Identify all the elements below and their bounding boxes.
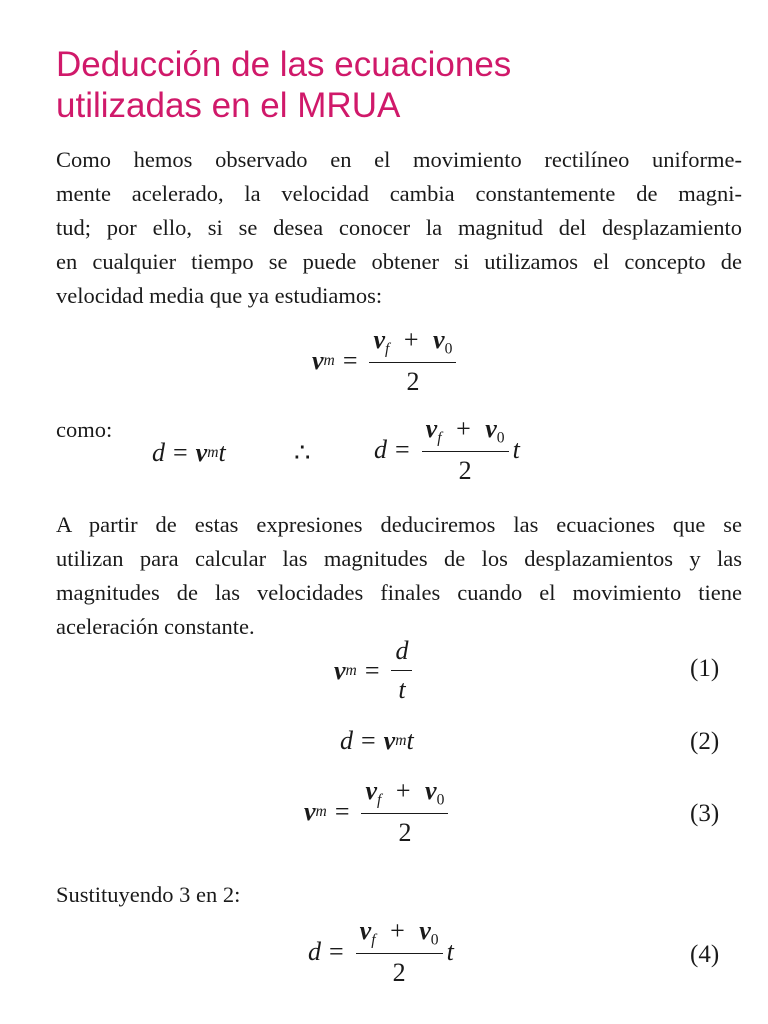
equation-number-2: (2) bbox=[690, 728, 720, 755]
fraction-numerator bbox=[356, 916, 443, 954]
subscript-0: 0 bbox=[444, 340, 453, 358]
equals-sign: = bbox=[361, 726, 376, 755]
fraction bbox=[391, 636, 412, 705]
symbol-t: t bbox=[446, 937, 454, 967]
intro-line-1: Como hemos observado en el movimiento rectilíneo uniforme- bbox=[56, 147, 742, 172]
substitution-text bbox=[56, 878, 742, 912]
equals-sign: = bbox=[342, 346, 358, 376]
equation-2 bbox=[340, 726, 414, 756]
fraction-numerator bbox=[422, 414, 509, 452]
fraction-denominator: t bbox=[398, 675, 406, 704]
para2-line-4: aceleración constante. bbox=[56, 614, 255, 639]
symbol-d: d bbox=[340, 726, 353, 755]
symbol-v: v bbox=[359, 916, 372, 945]
subscript-m: m bbox=[315, 803, 327, 821]
plus-sign: + bbox=[456, 414, 471, 443]
symbol-v: v bbox=[195, 438, 208, 467]
fraction bbox=[422, 414, 509, 486]
title-line-1: Deducción de las ecuaciones bbox=[56, 45, 512, 84]
plus-sign: + bbox=[395, 776, 411, 805]
equals-sign: = bbox=[364, 655, 380, 685]
como-label: como: bbox=[56, 417, 113, 442]
equation-number-1: (1) bbox=[690, 655, 720, 682]
symbol-v: v bbox=[312, 346, 324, 376]
symbol-v: v bbox=[365, 776, 378, 805]
fraction-denominator: 2 bbox=[392, 958, 406, 988]
intro-line-5: velocidad media que ya estudiamos: bbox=[56, 283, 383, 308]
symbol-v: v bbox=[433, 325, 445, 354]
para2-line-3: magnitudes de las velocidades finales cuando el movimiento tiene bbox=[56, 580, 742, 605]
equals-sign: = bbox=[395, 435, 410, 465]
para2-line-1: A partir de estas expresiones deduciremos las ecuaciones que se bbox=[56, 512, 742, 537]
therefore-symbol bbox=[294, 438, 311, 468]
intro-paragraph bbox=[56, 143, 742, 313]
equals-sign: = bbox=[173, 438, 188, 467]
symbol-v: v bbox=[425, 414, 438, 443]
second-paragraph bbox=[56, 508, 742, 644]
symbol-v: v bbox=[334, 655, 346, 685]
symbol-v: v bbox=[419, 916, 431, 945]
symbol-v: v bbox=[383, 726, 396, 755]
fraction-numerator: d bbox=[391, 636, 412, 671]
symbol-d: d bbox=[152, 438, 165, 467]
equation-displacement-a bbox=[152, 438, 226, 468]
subscript-m: m bbox=[207, 444, 219, 461]
equation-number-4: (4) bbox=[690, 941, 720, 968]
equals-sign: = bbox=[329, 937, 344, 967]
equation-displacement-b bbox=[374, 414, 520, 486]
page-title bbox=[56, 44, 736, 126]
subscript-0: 0 bbox=[430, 931, 439, 949]
symbol-d: d bbox=[308, 937, 321, 967]
symbol-v: v bbox=[425, 776, 437, 805]
substitution-line: Sustituyendo 3 en 2: bbox=[56, 882, 241, 907]
fraction-numerator bbox=[361, 776, 448, 814]
equation-mean-velocity bbox=[312, 325, 460, 397]
subscript-f: f bbox=[377, 791, 382, 809]
intro-line-4: en cualquier tiempo se puede obtener si utilizamos el concepto de bbox=[56, 249, 742, 274]
symbol-t: t bbox=[512, 435, 520, 465]
subscript-m: m bbox=[323, 352, 335, 370]
symbol-t: t bbox=[406, 726, 414, 755]
symbol-v: v bbox=[373, 325, 386, 354]
fraction-denominator: 2 bbox=[406, 367, 420, 397]
symbol-v: v bbox=[304, 797, 316, 827]
intro-line-2: mente acelerado, la velocidad cambia constantemente de magni- bbox=[56, 181, 742, 206]
plus-sign: + bbox=[390, 916, 405, 945]
symbol-t: t bbox=[218, 438, 226, 467]
intro-line-3: tud; por ello, si se desea conocer la magnitud del desplazamiento bbox=[56, 215, 742, 240]
equation-4 bbox=[308, 916, 454, 988]
subscript-0: 0 bbox=[436, 791, 445, 809]
fraction-numerator bbox=[369, 325, 456, 363]
subscript-0: 0 bbox=[496, 429, 505, 447]
para2-line-2: utilizan para calcular las magnitudes de los desplazamientos y las bbox=[56, 546, 742, 571]
subscript-m: m bbox=[345, 661, 357, 679]
equation-number-3: (3) bbox=[690, 800, 720, 827]
title-line-2: utilizadas en el MRUA bbox=[56, 86, 401, 125]
equals-sign: = bbox=[334, 797, 350, 827]
therefore-sign: ∴ bbox=[294, 438, 311, 467]
como-row bbox=[56, 417, 112, 443]
subscript-f: f bbox=[371, 931, 376, 949]
subscript-f: f bbox=[437, 429, 442, 447]
fraction bbox=[369, 325, 456, 397]
equation-3 bbox=[304, 776, 452, 848]
fraction-denominator: 2 bbox=[458, 456, 472, 486]
fraction bbox=[361, 776, 448, 848]
symbol-v: v bbox=[485, 414, 497, 443]
subscript-f: f bbox=[385, 340, 390, 358]
symbol-d: d bbox=[374, 435, 387, 465]
fraction bbox=[356, 916, 443, 988]
equation-1 bbox=[334, 636, 416, 705]
fraction-denominator: 2 bbox=[398, 818, 412, 848]
subscript-m: m bbox=[395, 732, 407, 749]
plus-sign: + bbox=[403, 325, 419, 354]
